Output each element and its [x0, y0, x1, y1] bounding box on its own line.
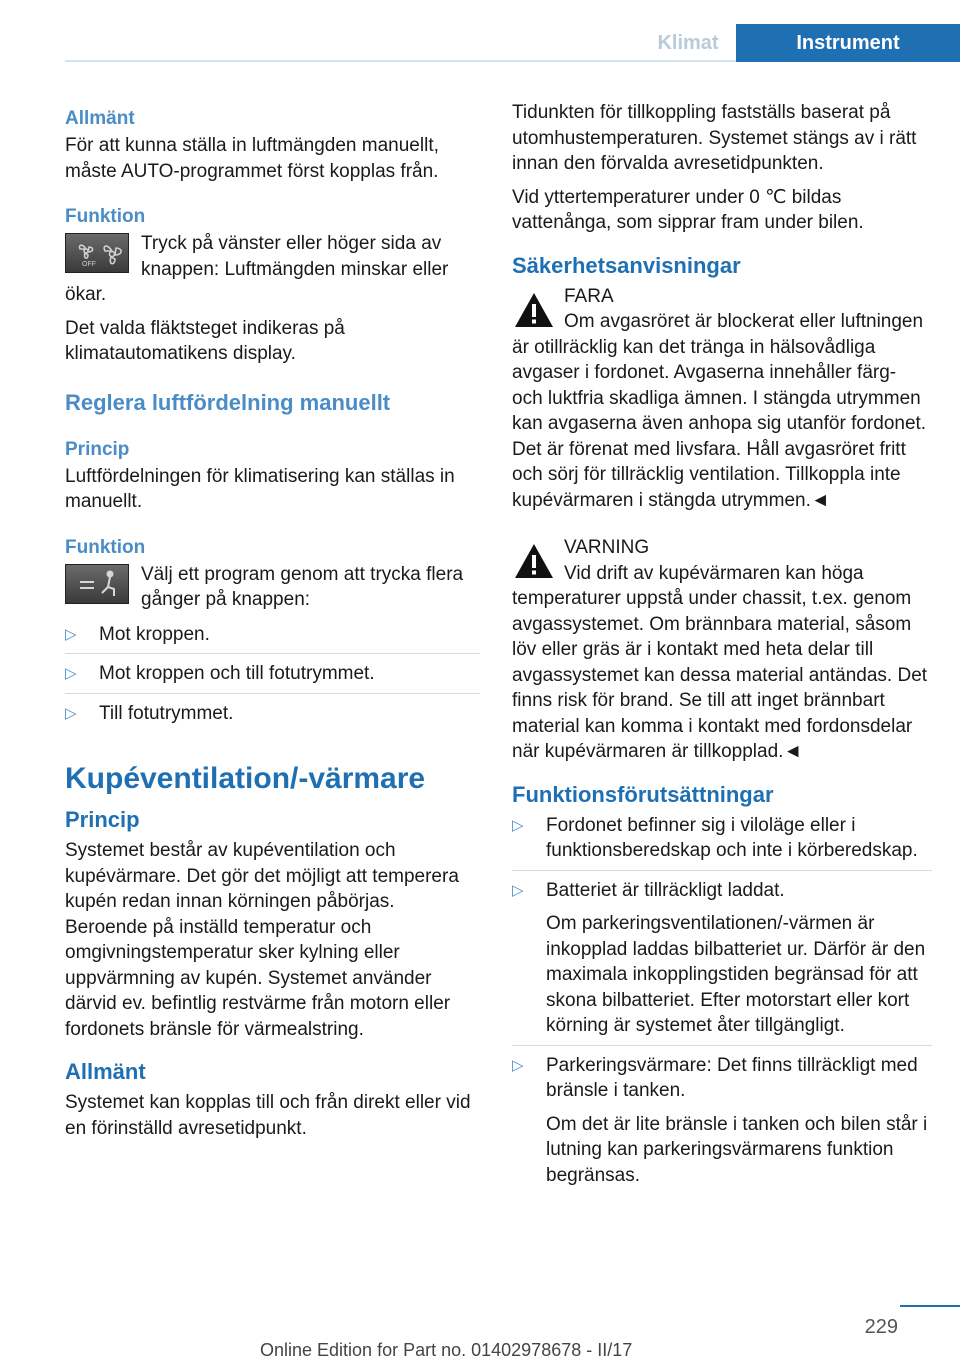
tab-klimat[interactable]: Klimat: [657, 32, 719, 54]
tab-instrument[interactable]: Instrument: [736, 24, 960, 62]
triangle-bullet-icon: ▷: [65, 625, 77, 643]
triangle-bullet-icon: ▷: [65, 704, 77, 722]
list-item: ▷ Mot kroppen.: [65, 622, 480, 655]
heading-princip-2: Princip: [65, 807, 140, 832]
left-column: [65, 100, 480, 1149]
list-item: ▷ Mot kroppen och till fotutrymmet.: [65, 661, 480, 694]
paragraph-funktion-2: Välj ett program genom att trycka flera gånger på knappen:: [141, 563, 464, 610]
warning-text: Vid drift av kupévärmaren kan höga temperaturer uppstå under chassit, t.ex. genom avgassystemet. Om brännbara material, såsom löv eller gräs är i kontakt med heta delar till avgassystemet kan dessa material antändas. Det finns risk för brand. Se till att inget brännbart material kan komma i kontakt med fordonsdelar när kupévärmaren är tillkopplad.◄: [512, 562, 928, 762]
list-item: ▷ Parkeringsvärmare: Det finns tillräckligt med bränsle i tanken. Om det är lite bränsle i tanken och bilen står i lutning kan parkeringsvärmarens funktion begränsas.: [512, 1054, 928, 1186]
paragraph-vattenanga: Vid yttertemperaturer under 0 ℃ bildas vattenånga, som sipprar fram under bilen.: [512, 186, 864, 233]
heading-reglera: Reglera luftfördelning manuellt: [65, 389, 391, 415]
triangle-bullet-icon: ▷: [512, 1056, 524, 1074]
air-distribution-button-icon: [65, 564, 129, 604]
heading-kupeventilation: Kupéventilation/-värmare: [65, 762, 426, 795]
airflow-options-list: [65, 622, 480, 733]
warning-label: VARNING: [564, 537, 650, 558]
paragraph-princip-2: Systemet består av kupéventilation och kupévärmare. Det gör det möjligt att temperera kupén redan innan körningen påbörjas. Beroende på inställd temperatur och omgivningstemperatur sker kylning eller uppvärmning av kupén. Systemet använder därvid ev. befintlig restvärme från motorn eller fordonets bränsle för värmealstring.: [65, 840, 459, 1040]
triangle-bullet-icon: ▷: [65, 665, 77, 682]
list-item: ▷ Batteriet är tillräckligt laddat. Om parkeringsventilationen/-värmen är inkopplad laddas bilbatteriet ur. Därför är den maximala inkopplingstiden begränsad för att skona bilbatteriet. Efter motorstart eller kort körning är systemet åter tillgängligt.: [512, 878, 932, 1046]
triangle-bullet-icon: ▷: [512, 816, 524, 834]
paragraph-funktion-1: Tryck på vänster eller höger sida av knappen: Luftmängden minskar eller ökar.: [65, 233, 449, 305]
heading-princip-1: Princip: [65, 438, 130, 460]
triangle-bullet-icon: ▷: [512, 881, 524, 899]
paragraph-allmant-2: Systemet kan kopplas till och från direkt eller vid en förinställd avresetidpunkt.: [65, 1092, 471, 1139]
heading-sakerhet: Säkerhetsanvisningar: [512, 252, 741, 278]
danger-label: FARA: [564, 285, 614, 307]
heading-funktionsforutsattningar: Funktionsförutsättningar: [512, 781, 774, 807]
heading-funktion-1: Funktion: [65, 206, 146, 227]
danger-text: Om avgasröret är blockerat eller luftningen är otillräcklig kan det tränga in hälsovådliga avgaser i fordonet. Avgaserna innehåller färg- och luktfria skadliga ämnen. I stängda utrymmen kan avgaserna även anhopa sig utanför fordonet. Det är förenat med livsfara. Håll avgasröret fritt och sörj för tillräcklig ventilation. Tillkoppla inte kupévärmaren i stängda utrymmen.◄: [512, 311, 927, 511]
list-item: ▷ Till fotutrymmet.: [65, 701, 480, 733]
paragraph-display: Det valda fläktsteget indikeras på klimatautomatikens display.: [65, 317, 345, 364]
list-item: ▷ Fordonet befinner sig i viloläge eller i funktionsberedskap och inte i körberedskap.: [512, 813, 932, 871]
paragraph-tidpunkt: Tidunkten för tillkoppling fastställs baserat på utomhustemperaturen. Systemet stängs av i rätt innan den förvalda avresetidpunkten.: [512, 102, 917, 174]
warning-notice: [512, 535, 932, 765]
danger-notice: [512, 284, 932, 514]
heading-funktion-2: Funktion: [65, 536, 146, 558]
svg-text:OFF: OFF: [82, 261, 96, 268]
airflow-button-row: [65, 562, 480, 614]
page-number: 229: [864, 1316, 898, 1338]
spacer: [512, 521, 932, 535]
paragraph-allmant: För att kunna ställa in luftmängden manuellt, måste AUTO-programmet först kopplas från.: [65, 135, 439, 182]
heading-allmant: Allmänt: [65, 108, 135, 129]
warning-triangle-icon: [512, 288, 556, 332]
fan-speed-button-icon: [65, 233, 129, 273]
fan-button-row: [65, 231, 480, 308]
conditions-list: [512, 813, 932, 1195]
paragraph-princip-1: Luftfördelningen för klimatisering kan ställas in manuellt.: [65, 465, 455, 512]
edition-line: Online Edition for Part no. 01402978678 - II/17: [260, 1340, 633, 1360]
heading-allmant-2: Allmänt: [65, 1059, 146, 1084]
warning-triangle-icon: [512, 539, 556, 583]
footer-rule: [900, 1305, 960, 1307]
right-column: [512, 100, 932, 1201]
